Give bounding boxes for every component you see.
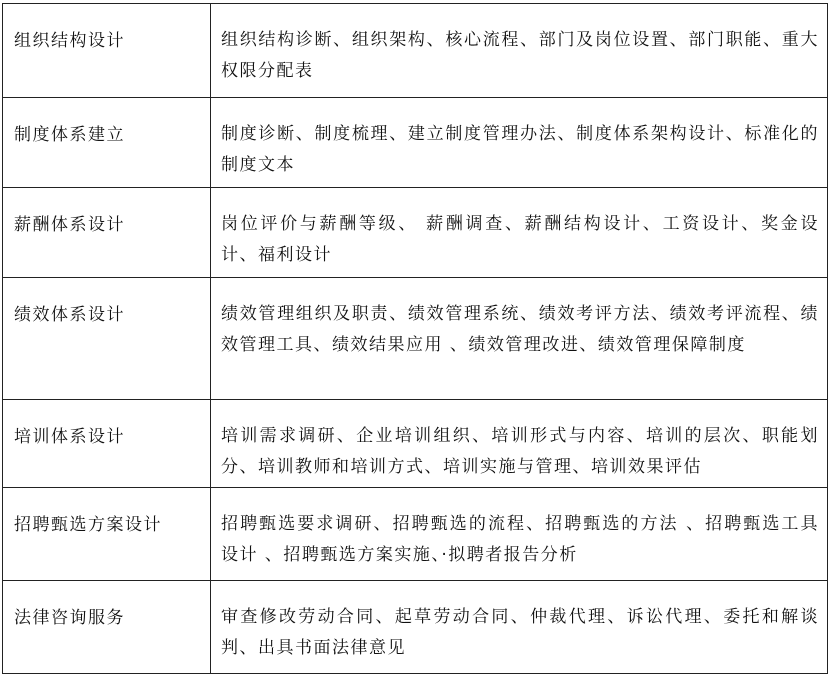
service-name-cell <box>3 4 211 98</box>
service-desc-cell <box>211 400 828 488</box>
service-name: 培训体系设计 <box>14 427 125 447</box>
service-description: 审查修改劳动合同、起草劳动合同、仲裁代理、诉讼代理、委托和解谈判、出具书面法律意见 <box>221 607 819 658</box>
service-name: 制度体系建立 <box>14 125 125 145</box>
service-desc-cell <box>211 581 828 674</box>
table-row <box>3 4 828 98</box>
service-desc-cell <box>211 188 828 278</box>
table-row <box>3 488 828 581</box>
service-desc-cell <box>211 488 828 581</box>
service-description: 培训需求调研、企业培训组织、培训形式与内容、培训的层次、职能划分、培训教师和培训方式、培训实施与管理、培训效果评估 <box>221 426 819 477</box>
table-row <box>3 278 828 400</box>
table-row <box>3 581 828 674</box>
service-desc-cell <box>211 4 828 98</box>
service-name: 法律咨询服务 <box>14 608 125 628</box>
service-name-cell <box>3 98 211 188</box>
service-description: 岗位评价与薪酬等级、 薪酬调查、薪酬结构设计、工资设计、奖金设计、福利设计 <box>221 214 819 265</box>
service-name-cell <box>3 188 211 278</box>
table-row <box>3 98 828 188</box>
service-name: 组织结构设计 <box>14 31 125 51</box>
service-name: 招聘甄选方案设计 <box>14 515 162 535</box>
service-name-cell <box>3 400 211 488</box>
service-name: 绩效体系设计 <box>14 305 125 325</box>
table-row <box>3 400 828 488</box>
table-row <box>3 188 828 278</box>
service-name-cell <box>3 581 211 674</box>
service-description: 招聘甄选要求调研、招聘甄选的流程、招聘甄选的方法 、招聘甄选工具设计 、招聘甄选方案实施、·拟聘者报告分析 <box>221 514 819 565</box>
service-desc-cell <box>211 278 828 400</box>
service-description: 组织结构诊断、组织架构、核心流程、部门及岗位设置、部门职能、重大权限分配表 <box>221 30 819 81</box>
service-description: 绩效管理组织及职责、绩效管理系统、绩效考评方法、绩效考评流程、绩效管理工具、绩效结果应用 、绩效管理改进、绩效管理保障制度 <box>221 304 819 355</box>
service-name-cell <box>3 278 211 400</box>
service-name-cell <box>3 488 211 581</box>
service-name: 薪酬体系设计 <box>14 215 125 235</box>
service-table <box>2 3 828 674</box>
service-description: 制度诊断、制度梳理、建立制度管理办法、制度体系架构设计、标准化的制度文本 <box>221 124 819 175</box>
service-desc-cell <box>211 98 828 188</box>
